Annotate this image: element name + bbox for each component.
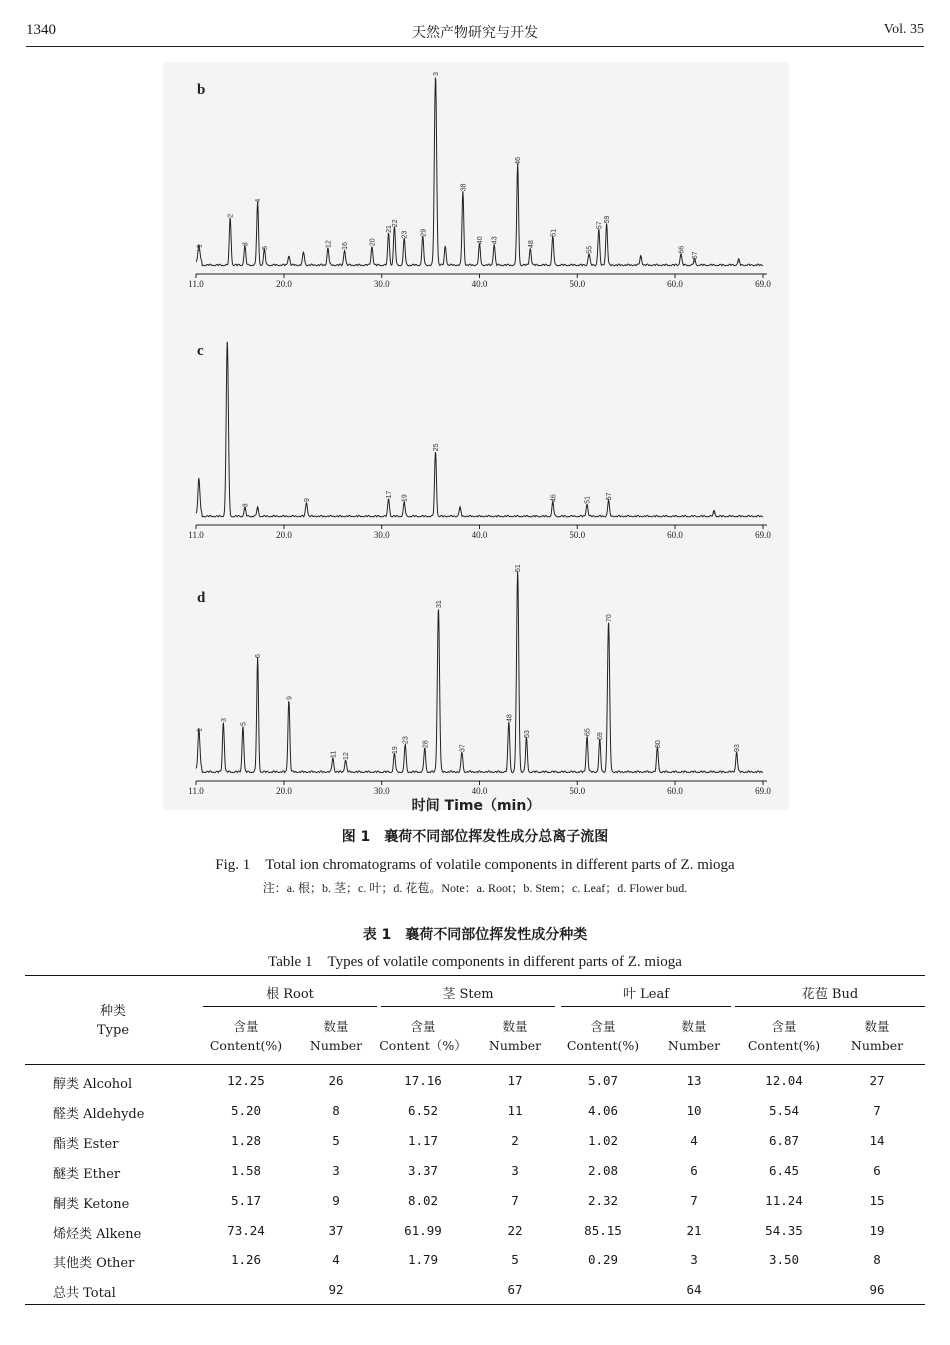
panel-letter: b [197, 82, 206, 98]
group-header: 根 Root [266, 987, 314, 1002]
peak-label: 5 [240, 722, 248, 726]
panel-c [163, 327, 789, 552]
number-cell: 9 [332, 1192, 340, 1208]
peak-label: 1 [196, 728, 204, 732]
number-cell: 27 [869, 1073, 885, 1088]
peak-label: 51 [550, 228, 558, 237]
number-cell: 19 [869, 1222, 885, 1238]
peak-label: 40 [477, 236, 484, 245]
content-cell: 6.52 [407, 1102, 439, 1118]
sub-header-en: Content(%) [566, 1038, 640, 1053]
peak-label: 57 [596, 221, 604, 230]
content-cell: 85.15 [584, 1222, 622, 1238]
peak-label: 46 [515, 157, 523, 165]
number-header [286, 1017, 386, 1055]
peak-label: 57 [606, 492, 613, 501]
sub-header-cn: 含量 [233, 1019, 259, 1034]
number-cell: 3 [511, 1162, 519, 1178]
peak-label: 28 [422, 740, 430, 748]
x-tick-label: 50.0 [569, 279, 586, 289]
table-row [25, 1223, 925, 1253]
peak-label: 9 [304, 498, 311, 502]
row-type-label: 醚类 Ether [53, 1166, 121, 1182]
page-header [26, 20, 924, 47]
number-cell: 4 [332, 1252, 340, 1268]
sub-header-cn: 数量 [323, 1019, 349, 1034]
peak-label: 55 [586, 245, 594, 254]
peak-label: 3 [433, 72, 440, 76]
type-header [25, 1002, 201, 1040]
peak-label: 67 [692, 251, 700, 260]
peak-label: 43 [491, 236, 499, 245]
row-type-label: 烯烃类 Alkene [53, 1226, 142, 1242]
peak-label: 22 [392, 219, 399, 228]
figure-caption-cn: 图 1 襄荷不同部位挥发性成分总离子流图 [341, 829, 609, 845]
number-cell: 6 [690, 1162, 698, 1178]
peak-label: 3 [242, 242, 250, 247]
number-cell: 17 [507, 1073, 523, 1088]
peak-label: 80 [654, 740, 662, 748]
x-tick-label: 20.0 [276, 279, 292, 289]
content-cell: 1.17 [407, 1132, 439, 1148]
panel-letter: d [197, 590, 206, 606]
number-cell: 8 [332, 1102, 340, 1118]
peak-label: 9 [286, 696, 294, 700]
number-header [465, 1017, 565, 1055]
peak-label: 3 [242, 503, 250, 508]
peak-label: 37 [459, 744, 467, 752]
chromatogram-trace [196, 571, 763, 772]
table-title-en: Table 1 Types of volatile components in different parts of Z. mioga [268, 954, 682, 970]
x-tick-label: 69.0 [755, 279, 771, 289]
content-cell: 8.02 [407, 1192, 439, 1208]
content-cell: 73.24 [227, 1222, 265, 1238]
content-cell: 4.06 [587, 1102, 619, 1118]
peak-label: 12 [343, 752, 351, 760]
journal-title: 天然产物研究与开发 [412, 25, 538, 41]
content-cell: 2.32 [587, 1192, 619, 1208]
table-row [25, 1133, 925, 1163]
number-cell: 7 [873, 1102, 881, 1118]
peak-label: 29 [420, 228, 428, 237]
x-tick-label: 11.0 [188, 530, 204, 540]
peak-label: 51 [584, 496, 592, 504]
number-cell: 96 [869, 1282, 885, 1298]
peak-label: 21 [386, 225, 394, 233]
sub-header-cn: 含量 [590, 1019, 616, 1034]
x-tick-label: 50.0 [569, 786, 586, 796]
row-type-label: 其他类 Other [53, 1256, 135, 1272]
group-underline [735, 1006, 925, 1007]
chromatogram-trace [196, 342, 763, 517]
number-cell: 37 [328, 1222, 344, 1238]
table-top-rule [25, 975, 925, 976]
peak-label: 46 [550, 494, 558, 502]
panel-d [163, 564, 789, 814]
panel-letter: c [197, 343, 204, 359]
x-tick-label: 69.0 [755, 786, 771, 796]
number-cell: 2 [511, 1132, 519, 1148]
content-header [734, 1017, 834, 1055]
content-cell: 1.02 [587, 1132, 619, 1148]
group-underline [203, 1006, 377, 1007]
x-tick-label: 11.0 [188, 279, 204, 289]
number-cell: 7 [690, 1192, 698, 1208]
content-cell: 5.07 [587, 1073, 619, 1088]
x-tick-label: 60.0 [667, 279, 683, 289]
peak-label: 1 [196, 244, 204, 248]
sub-header-cn: 数量 [502, 1019, 528, 1034]
x-tick-label: 11.0 [188, 786, 204, 796]
content-cell: 17.16 [404, 1073, 442, 1088]
table-row [25, 1252, 925, 1282]
number-cell: 14 [869, 1132, 885, 1148]
table-header-rule [25, 1064, 925, 1065]
x-tick-label: 40.0 [471, 786, 488, 796]
sub-header-cn: 含量 [771, 1019, 797, 1034]
peak-label: 23 [402, 736, 410, 744]
number-cell: 26 [328, 1073, 344, 1088]
number-cell: 22 [507, 1222, 523, 1238]
sub-header-en: Content(%) [209, 1038, 283, 1053]
type-header-cn: 种类 [99, 1004, 126, 1019]
content-cell: 1.58 [230, 1162, 262, 1178]
content-cell: 5.17 [230, 1192, 262, 1208]
peak-label: 66 [678, 245, 686, 254]
peak-label: 53 [523, 730, 531, 738]
row-type-label: 酯类 Ester [53, 1136, 119, 1152]
x-tick-label: 30.0 [373, 530, 390, 540]
table-row [25, 1282, 925, 1312]
content-cell: 12.04 [765, 1073, 803, 1088]
sub-header-en: Content(%) [747, 1038, 821, 1053]
table-row [25, 1193, 925, 1223]
number-header [827, 1017, 927, 1055]
row-type-label: 总共 Total [53, 1286, 116, 1302]
page-number: 1340 [26, 22, 56, 38]
content-cell: 0.29 [587, 1252, 619, 1268]
table-row [25, 1163, 925, 1193]
number-cell: 3 [690, 1252, 698, 1268]
group-underline [381, 1006, 555, 1007]
peak-label: 2 [227, 213, 235, 218]
peak-label: 4 [255, 198, 263, 203]
peak-label: 6 [255, 654, 263, 658]
row-type-label: 醇类 Alcohol [53, 1077, 133, 1092]
sub-header-cn: 数量 [864, 1019, 890, 1034]
chromatogram-d [163, 564, 789, 814]
number-cell: 8 [873, 1252, 881, 1268]
peak-label: 17 [386, 490, 394, 499]
sub-header-cn: 含量 [410, 1019, 436, 1034]
peak-label: 16 [342, 242, 350, 250]
figure-note: 注：a. 根；b. 茎；c. 叶；d. 花苞。Note：a. Root；b. Stem；c. Leaf；d. Flower bud. [262, 881, 688, 895]
peak-label: 70 [606, 614, 613, 622]
x-tick-label: 60.0 [667, 530, 683, 540]
peak-label: 48 [506, 714, 514, 722]
x-axis-title: 时间 Time（min） [411, 798, 541, 814]
content-cell: 12.25 [227, 1073, 265, 1088]
number-cell: 7 [511, 1192, 519, 1208]
peak-label: 48 [527, 240, 535, 248]
content-cell: 1.26 [230, 1252, 262, 1268]
chromatogram-b [163, 62, 789, 302]
content-header [196, 1017, 296, 1055]
peak-label: 19 [401, 494, 409, 502]
peak-label: 51 [515, 564, 523, 572]
peak-label: 3 [220, 718, 228, 722]
number-cell: 15 [869, 1192, 885, 1208]
group-underline [561, 1006, 731, 1007]
content-cell: 54.35 [765, 1222, 803, 1238]
number-cell: 6 [873, 1162, 881, 1178]
number-cell: 64 [686, 1282, 702, 1298]
group-header: 茎 Stem [442, 987, 494, 1002]
x-tick-label: 20.0 [276, 786, 292, 796]
peak-label: 59 [604, 215, 612, 224]
content-cell: 1.28 [230, 1132, 262, 1148]
content-header [373, 1017, 473, 1055]
content-cell: 6.45 [768, 1162, 800, 1178]
peak-label: 11 [330, 750, 338, 758]
number-cell: 3 [332, 1162, 340, 1178]
number-cell: 92 [328, 1282, 344, 1298]
number-cell: 5 [332, 1132, 340, 1148]
x-tick-label: 60.0 [667, 786, 683, 796]
x-tick-label: 40.0 [471, 530, 488, 540]
peak-label: 5 [261, 245, 269, 250]
row-type-label: 醛类 Aldehyde [53, 1106, 145, 1122]
x-tick-label: 50.0 [569, 530, 586, 540]
sub-header-en: Number [667, 1038, 721, 1053]
group-header: 叶 Leaf [622, 987, 670, 1002]
chromatogram-figure [163, 62, 789, 814]
chromatogram-c [163, 327, 789, 552]
x-tick-label: 40.0 [471, 279, 488, 289]
sub-header-cn: 数量 [681, 1019, 707, 1034]
number-cell: 4 [690, 1132, 698, 1148]
peak-label: 65 [584, 728, 592, 736]
peak-label: 93 [734, 744, 742, 752]
content-cell: 11.24 [765, 1192, 803, 1208]
type-header-en: Type [96, 1023, 130, 1038]
sub-header-en: Number [488, 1038, 542, 1053]
peak-label: 12 [325, 240, 333, 248]
x-tick-label: 30.0 [373, 786, 390, 796]
table-row [25, 1073, 925, 1103]
number-cell: 11 [507, 1102, 523, 1118]
peak-label: 38 [460, 183, 468, 192]
content-cell: 6.87 [768, 1132, 800, 1148]
figure-caption-en: Fig. 1 Total ion chromatograms of volatile components in different parts of Z. mioga [215, 857, 735, 873]
x-tick-label: 69.0 [755, 530, 771, 540]
peak-label: 20 [369, 238, 377, 247]
peak-label: 31 [435, 600, 443, 608]
number-header [644, 1017, 744, 1055]
number-cell: 5 [511, 1252, 519, 1268]
number-cell: 67 [507, 1282, 523, 1298]
content-cell: 3.37 [407, 1162, 439, 1178]
peak-label: 69 [597, 732, 605, 740]
x-tick-label: 20.0 [276, 530, 292, 540]
volume-label: Vol. 35 [883, 22, 924, 37]
content-header [553, 1017, 653, 1055]
number-cell: 10 [686, 1102, 702, 1118]
group-header: 花苞 Bud [801, 987, 859, 1002]
sub-header-en: Number [850, 1038, 904, 1053]
x-tick-label: 30.0 [373, 279, 390, 289]
content-cell: 5.20 [230, 1102, 262, 1118]
table-row [25, 1103, 925, 1133]
table-title-cn: 表 1 襄荷不同部位挥发性成分种类 [362, 927, 588, 943]
number-cell: 13 [686, 1073, 702, 1088]
content-cell: 2.08 [587, 1162, 619, 1178]
peak-label: 19 [392, 746, 399, 754]
panel-b [163, 62, 789, 302]
number-cell: 21 [686, 1222, 702, 1238]
sub-header-en: Number [309, 1038, 363, 1053]
content-cell: 1.79 [407, 1252, 439, 1268]
peak-label: 23 [401, 230, 409, 239]
sub-header-en: Content（%） [379, 1038, 467, 1053]
row-type-label: 酮类 Ketone [53, 1196, 130, 1212]
content-cell: 5.54 [768, 1102, 800, 1118]
content-cell: 3.50 [768, 1252, 800, 1268]
peak-label: 25 [433, 443, 440, 452]
content-cell: 61.99 [404, 1222, 442, 1238]
